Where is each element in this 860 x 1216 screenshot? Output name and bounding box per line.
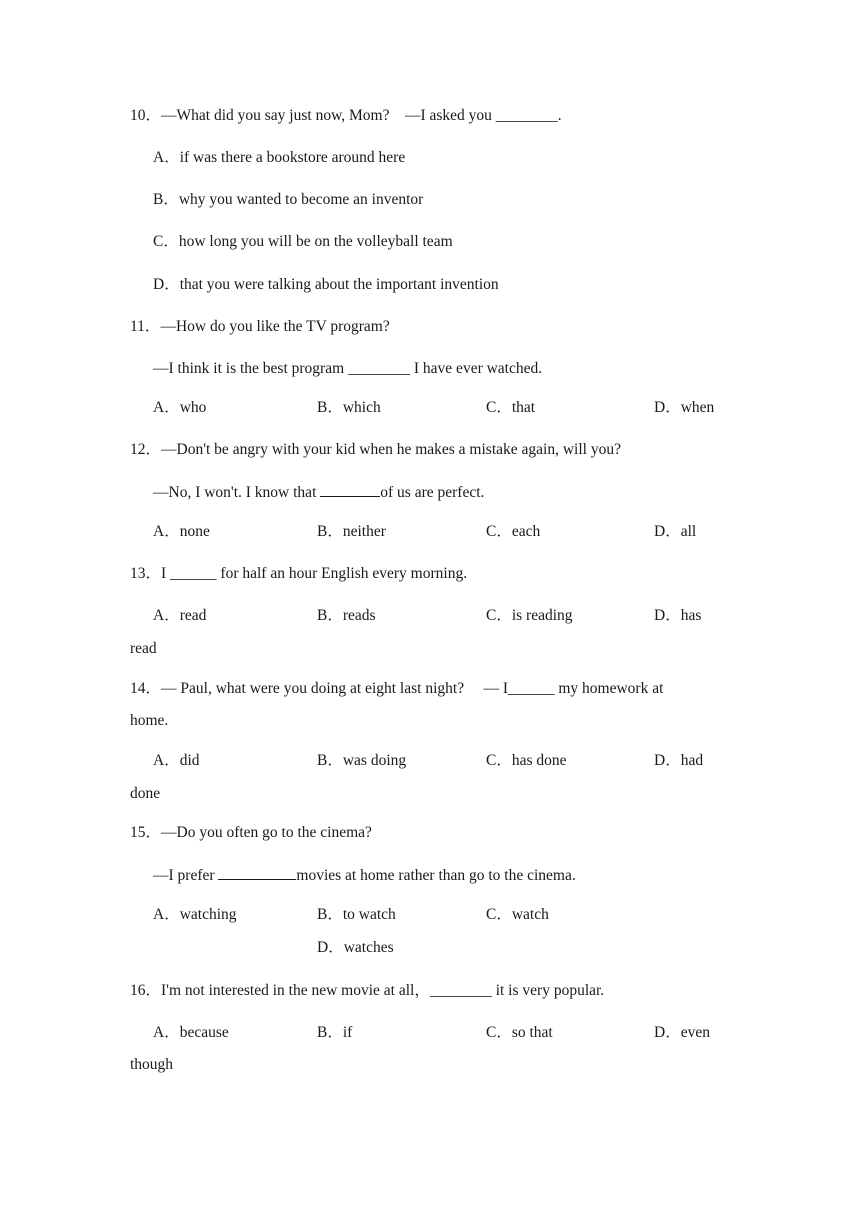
question-11-stem — [130, 317, 390, 337]
question-10-stem — [130, 106, 562, 126]
question-10-option-b: B．why you wanted to become an inventor — [153, 191, 424, 208]
question-16-option-d: D．even — [654, 1024, 710, 1041]
question-10-option-c: C．how long you will be on the volleyball team — [153, 233, 453, 250]
question-11-response: —I think it is the best program ________ I have ever watched. — [153, 360, 543, 377]
question-13-option-d-continued: read — [130, 640, 157, 657]
question-14-option-b: B．was doing — [317, 752, 407, 769]
question-11-option-d: D．when — [654, 399, 715, 416]
question-12-stem — [130, 440, 621, 460]
question-number: 14． — [130, 680, 162, 697]
question-14-option-c: C．has done — [486, 752, 567, 769]
question-13-option-c: C．is reading — [486, 607, 573, 624]
question-16-option-d-continued: though — [130, 1056, 174, 1073]
question-text: I'm not interested in the new movie at all，________ it is very popular. — [161, 982, 605, 999]
question-12-option-d: D．all — [654, 523, 697, 540]
question-12-response: —No, I won't. I know that of us are perfect. — [153, 484, 485, 501]
question-text: — Paul, what were you doing at eight last night? — I______ my homework at — [161, 680, 664, 697]
question-number: 11． — [130, 318, 161, 335]
question-number: 15． — [130, 824, 162, 841]
question-16-option-b: B．if — [317, 1024, 353, 1041]
question-15-stem — [130, 823, 372, 843]
question-13-option-b: B．reads — [317, 607, 376, 624]
question-13-stem — [130, 564, 467, 584]
question-14-stem-continued: home. — [130, 712, 169, 729]
question-15-response: —I prefer movies at home rather than go to the cinema. — [153, 867, 576, 884]
question-16-option-c: C．so that — [486, 1024, 553, 1041]
question-15-option-a: A．watching — [153, 906, 237, 923]
question-12-option-b: B．neither — [317, 523, 386, 540]
question-number: 16． — [130, 982, 162, 999]
question-11-option-c: C．that — [486, 399, 536, 416]
question-15-option-b: B．to watch — [317, 906, 396, 923]
question-text: —Do you often go to the cinema? — [161, 824, 372, 841]
question-16-stem — [130, 981, 604, 1001]
question-12-option-a: A．none — [153, 523, 210, 540]
question-number: 12． — [130, 441, 162, 458]
question-13-option-a: A．read — [153, 607, 207, 624]
question-14-stem — [130, 679, 663, 699]
question-16-option-a: A．because — [153, 1024, 229, 1041]
question-15-option-d: D．watches — [317, 939, 394, 956]
question-10-option-d: D．that you were talking about the important invention — [153, 276, 499, 293]
question-15-option-c: C．watch — [486, 906, 549, 923]
answer-blank — [218, 865, 296, 880]
question-13-option-d: D．has — [654, 607, 702, 624]
question-text: —How do you like the TV program? — [160, 318, 390, 335]
question-11-option-a: A．who — [153, 399, 207, 416]
question-10-option-a: A．if was there a bookstore around here — [153, 149, 406, 166]
question-14-option-d: D．had — [654, 752, 704, 769]
question-14-option-a: A．did — [153, 752, 200, 769]
question-text: —What did you say just now, Mom? —I asked you ________. — [161, 107, 562, 124]
question-number: 10． — [130, 107, 162, 124]
question-11-option-b: B．which — [317, 399, 381, 416]
answer-blank — [320, 482, 380, 497]
question-14-option-d-continued: done — [130, 785, 161, 802]
question-12-option-c: C．each — [486, 523, 541, 540]
question-text: I ______ for half an hour English every morning. — [161, 565, 468, 582]
question-text: —Don't be angry with your kid when he makes a mistake again, will you? — [161, 441, 621, 458]
question-number: 13． — [130, 565, 162, 582]
